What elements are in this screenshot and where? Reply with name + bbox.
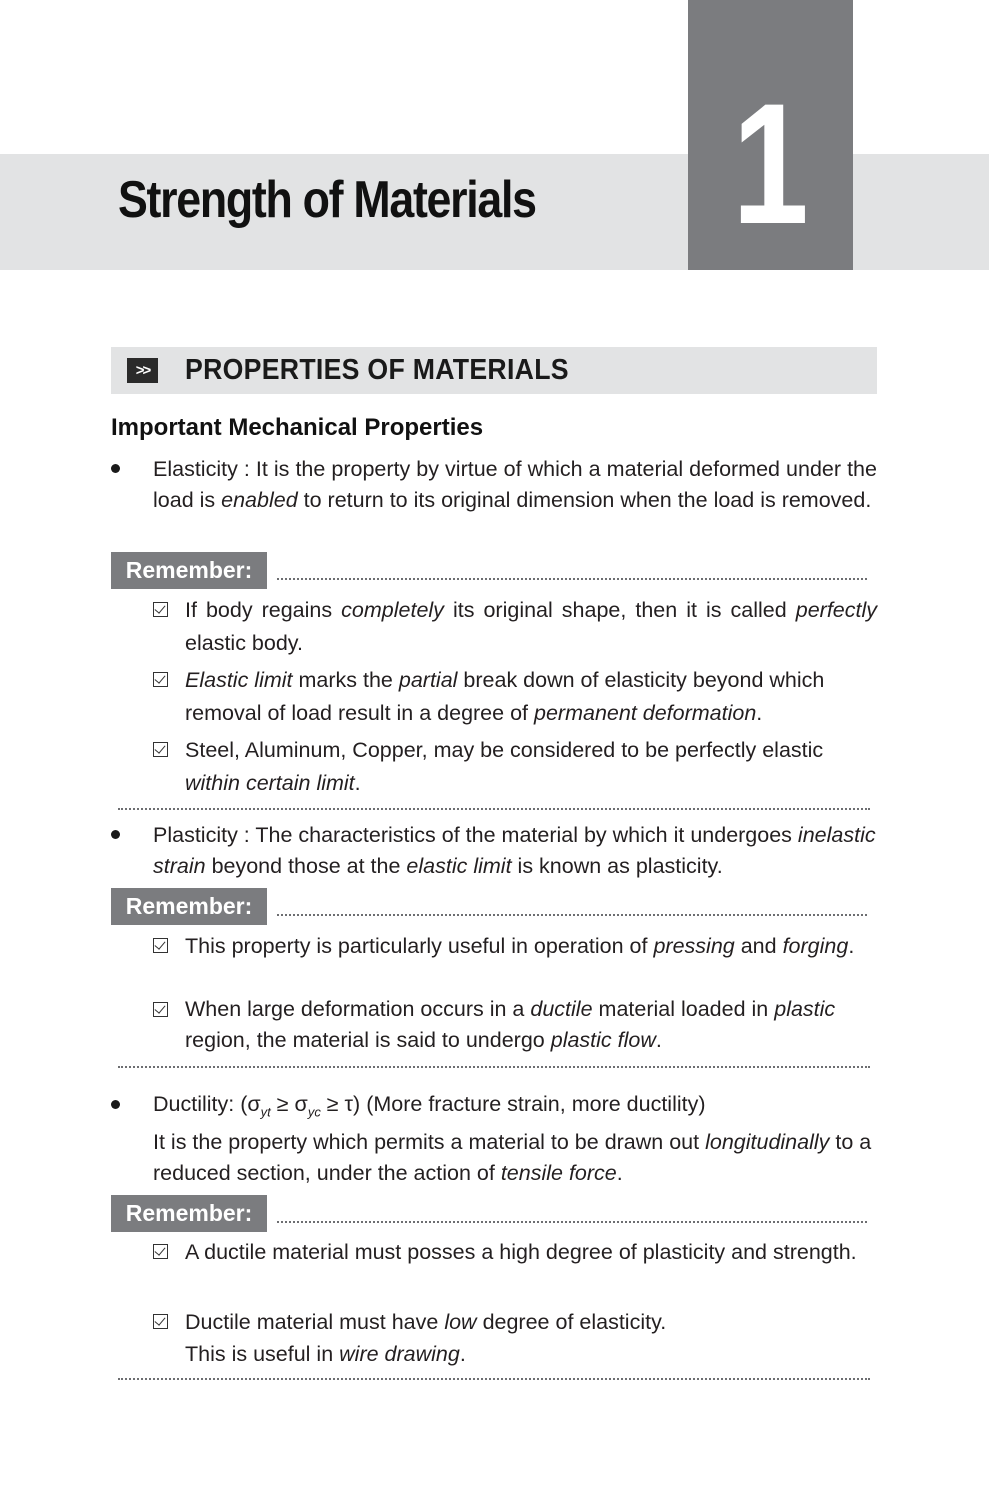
- dotted-divider: [277, 1221, 867, 1223]
- subheading: Important Mechanical Properties: [111, 414, 484, 441]
- checkbox-icon: [153, 742, 168, 757]
- remember-item: If body regains completely its original shape, then it is called perfectly elastic body.: [153, 594, 877, 660]
- term-elasticity: Elasticity :: [153, 457, 250, 481]
- term-plasticity: Plasticity :: [153, 823, 250, 847]
- bullet-icon: [111, 464, 120, 473]
- remember-item: Elastic limit marks the partial break down of elasticity beyond which removal of load result in a degree of permanent deformation.: [153, 664, 877, 730]
- remember-item: A ductile material must posses a high degree of plasticity and strength.: [153, 1236, 877, 1269]
- dotted-divider: [118, 1378, 870, 1380]
- section-title: PROPERTIES OF MATERIALS: [185, 354, 569, 386]
- double-chevron-icon: >>: [127, 358, 158, 383]
- remember-label: Remember:: [111, 552, 267, 589]
- remember-item: When large deformation occurs in a ductile material loaded in plastic region, the material is said to undergo plastic flow.: [153, 994, 877, 1056]
- elasticity-definition: Elasticity : It is the property by virtue of which a material deformed under the load is enabled to return to its original dimension when the load is removed.: [153, 457, 877, 512]
- checkbox-icon: [153, 672, 168, 687]
- remember-item: Steel, Aluminum, Copper, may be considered to be perfectly elastic within certain limit.: [153, 734, 877, 800]
- remember-item: This property is particularly useful in operation of pressing and forging.: [153, 930, 877, 963]
- dotted-divider: [277, 914, 867, 916]
- checkbox-icon: [153, 938, 168, 953]
- checkbox-icon: [153, 1314, 168, 1329]
- dotted-divider: [118, 808, 870, 810]
- dotted-divider: [277, 578, 867, 580]
- bullet-icon: [111, 1100, 120, 1109]
- chapter-number: 1: [732, 68, 809, 260]
- remember-item: Ductile material must have low degree of elasticity. This is useful in wire drawing.: [153, 1306, 877, 1370]
- term-ductility: Ductility:: [153, 1092, 235, 1116]
- chapter-title: Strength of Materials: [118, 171, 536, 229]
- checkbox-icon: [153, 1002, 168, 1017]
- chapter-number-box: [688, 0, 853, 270]
- dotted-divider: [118, 1066, 870, 1068]
- plasticity-definition: Plasticity : The characteristics of the material by which it undergoes inelastic strain beyond those at the elastic limit is known as plasticity.: [153, 823, 876, 878]
- bullet-icon: [111, 830, 120, 839]
- section-header: [111, 347, 877, 394]
- remember-label: Remember:: [111, 1195, 267, 1232]
- remember-label: Remember:: [111, 888, 267, 925]
- checkbox-icon: [153, 1244, 168, 1259]
- ductility-heading: Ductility: $(\sigma_{yt} \ge \sigma_{yc} \ge \tau)$ (More fracture strain, more ductility): [153, 1092, 706, 1120]
- ductility-definition: It is the property which permits a material to be drawn out longitudinally to a reduced section, under the action of tensile force.: [153, 1130, 872, 1185]
- checkbox-icon: [153, 602, 168, 617]
- ductility-formula: $(\sigma_{yt} \ge \sigma_{yc} \ge \tau)$: [240, 1092, 361, 1120]
